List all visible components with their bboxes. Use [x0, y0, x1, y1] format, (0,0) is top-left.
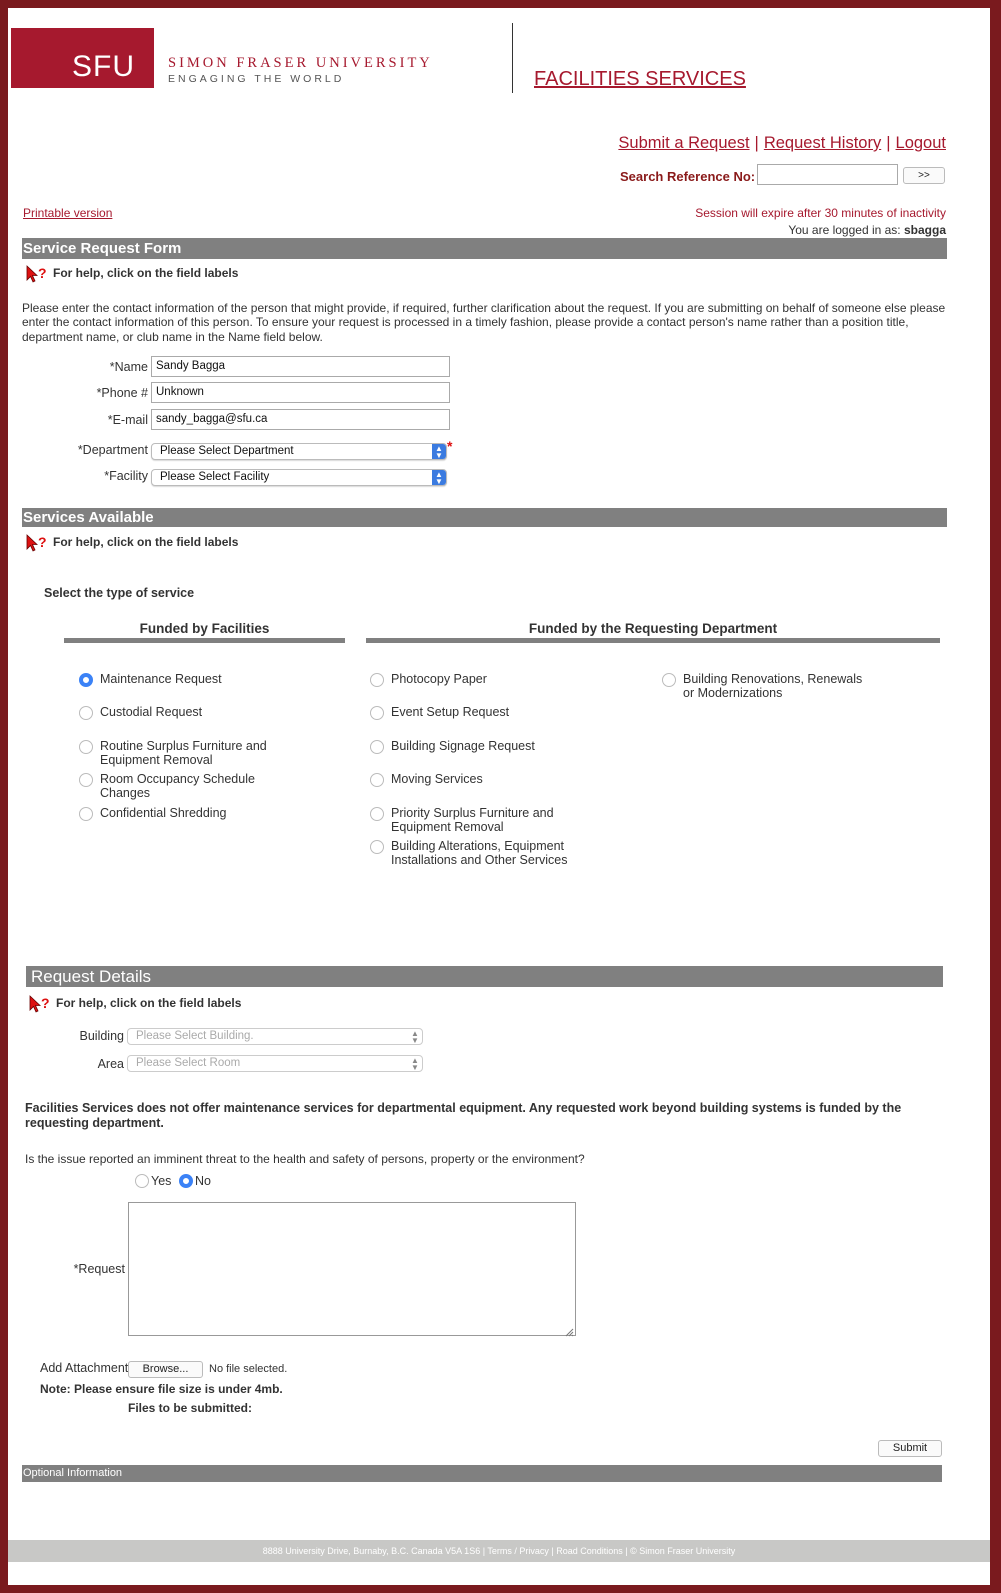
service-option-signage[interactable] [391, 739, 591, 753]
email-input[interactable]: sandy_bagga@sfu.ca [151, 409, 450, 430]
required-asterisk: * [447, 438, 453, 454]
help-cursor-icon [28, 994, 52, 1014]
radio-icon[interactable] [370, 740, 384, 754]
threat-no-option[interactable] [179, 1174, 211, 1188]
service-option-label: Event Setup Request [391, 705, 510, 719]
printable-version-link[interactable]: Printable version [23, 206, 113, 220]
help-text: For help, click on the field labels [56, 996, 242, 1011]
column-rule [64, 638, 345, 643]
service-option-label: Confidential Shredding [100, 806, 227, 820]
service-option-label: Moving Services [391, 772, 483, 786]
services-available-header: Services Available [22, 508, 947, 527]
session-expire-text: Session will expire after 30 minutes of inactivity [695, 206, 946, 220]
service-request-form-header: Service Request Form [22, 238, 947, 259]
service-option-custodial[interactable] [100, 705, 300, 719]
service-option-photocopy[interactable] [391, 672, 591, 686]
department-select-value: Please Select Department [160, 445, 294, 457]
add-attachment-label: Add Attachment [40, 1361, 129, 1375]
radio-selected-icon[interactable] [79, 673, 93, 687]
service-option-moving[interactable] [391, 772, 591, 786]
threat-yes-option[interactable] [135, 1174, 171, 1188]
service-option-label: Custodial Request [100, 705, 203, 719]
threat-question: Is the issue reported an imminent threat to the health and safety of persons, property or the environment? [25, 1152, 585, 1166]
logo-text: SFU [72, 50, 135, 83]
area-select[interactable] [127, 1055, 423, 1072]
service-option-label: Room Occupancy Schedule Changes [100, 772, 255, 800]
building-select[interactable] [127, 1028, 423, 1045]
search-go-button[interactable]: >> [903, 167, 945, 184]
svg-text:?: ? [38, 534, 47, 550]
phone-label[interactable]: *Phone # [96, 386, 148, 400]
area-label[interactable]: Area [97, 1057, 124, 1071]
maintenance-notice: Facilities Services does not offer maintenance services for departmental equipment. Any requested work beyond building systems is funded by the requesting department. [25, 1101, 902, 1130]
radio-icon[interactable] [135, 1174, 149, 1188]
service-option-label: Building Renovations, Renewals or Modernizations [683, 672, 863, 700]
name-label[interactable]: *Name [109, 360, 148, 374]
select-chevron-icon: ▲ ▼ [432, 470, 446, 485]
select-chevron-icon: ▲ ▼ [411, 1056, 419, 1072]
request-history-link[interactable]: Request History [763, 134, 882, 152]
department-select[interactable] [151, 443, 447, 460]
nav-separator: | [886, 134, 891, 152]
radio-icon[interactable] [79, 773, 93, 787]
service-option-routine-surplus[interactable] [100, 739, 285, 767]
service-option-label: Priority Surplus Furniture and Equipment Removal [391, 806, 554, 834]
radio-icon[interactable] [370, 840, 384, 854]
radio-selected-icon[interactable] [179, 1174, 193, 1188]
submit-request-link[interactable]: Submit a Request [618, 134, 750, 152]
select-type-label: Select the type of service [44, 586, 195, 600]
radio-icon[interactable] [79, 807, 93, 821]
no-file-text: No file selected. [209, 1363, 288, 1375]
radio-icon[interactable] [79, 740, 93, 754]
service-option-label: Maintenance Request [100, 672, 222, 686]
service-option-renovations[interactable] [683, 672, 868, 700]
service-option-label: Photocopy Paper [391, 672, 487, 686]
name-input[interactable]: Sandy Bagga [151, 356, 450, 377]
resize-grip-icon[interactable] [564, 1324, 574, 1334]
building-label[interactable]: Building [79, 1029, 124, 1043]
radio-icon[interactable] [79, 706, 93, 720]
radio-icon[interactable] [662, 673, 676, 687]
yes-label: Yes [151, 1174, 172, 1188]
nav-separator: | [754, 134, 759, 152]
help-line [25, 533, 238, 553]
service-option-event-setup[interactable] [391, 705, 591, 719]
header-divider [512, 23, 513, 93]
request-label[interactable]: *Request [73, 1262, 125, 1276]
submit-button[interactable]: Submit [878, 1440, 942, 1457]
page [8, 8, 990, 1585]
help-line [28, 994, 241, 1014]
department-label[interactable]: *Department [77, 443, 148, 457]
search-reference-input[interactable] [757, 164, 898, 185]
service-option-label: Routine Surplus Furniture and Equipment Removal [100, 739, 267, 767]
phone-input[interactable]: Unknown [151, 382, 450, 403]
building-select-value: Please Select Building. [136, 1030, 254, 1042]
service-option-label: Building Signage Request [391, 739, 535, 753]
form-intro: Please enter the contact information of the person that might provide, if required, further clarification about the request. If you are submitting on behalf of someone else please enter the contact information of this person. To ensure your request is processed in a timely fashion, please provide a contact person's name rather than a position title, department name, or club name in the Name field below. [22, 301, 946, 344]
funded-by-department-heading: Funded by the Requesting Department [528, 621, 778, 636]
radio-icon[interactable] [370, 706, 384, 720]
funded-by-facilities-heading: Funded by Facilities [139, 621, 270, 636]
service-option-room-occupancy[interactable] [100, 772, 285, 800]
facility-label[interactable]: *Facility [104, 469, 148, 483]
radio-icon[interactable] [370, 807, 384, 821]
radio-icon[interactable] [370, 673, 384, 687]
service-option-priority-surplus[interactable] [391, 806, 566, 834]
username: sbagga [903, 223, 946, 237]
help-text: For help, click on the field labels [53, 535, 239, 550]
top-nav [618, 134, 946, 153]
radio-icon[interactable] [370, 773, 384, 787]
request-textarea[interactable] [128, 1202, 576, 1336]
logged-in-prefix: You are logged in as: [788, 223, 901, 237]
optional-information-header[interactable]: Optional Information [22, 1465, 942, 1482]
area-select-value: Please Select Room [136, 1057, 241, 1069]
help-cursor-icon [25, 533, 49, 553]
svg-text:?: ? [41, 995, 50, 1011]
footer: 8888 University Drive, Burnaby, B.C. Canada V5A 1S6 | Terms / Privacy | Road Conditions | © Simon Fraser University [8, 1540, 990, 1562]
university-name: SIMON FRASER UNIVERSITY [168, 55, 433, 71]
files-to-submit-label: Files to be submitted: [128, 1401, 253, 1415]
service-option-maintenance[interactable] [100, 672, 300, 686]
logged-in-text [788, 223, 946, 237]
browse-button[interactable]: Browse... [128, 1361, 203, 1378]
svg-text:?: ? [38, 265, 47, 281]
service-option-shredding[interactable] [100, 806, 300, 820]
help-text: For help, click on the field labels [53, 266, 239, 281]
select-chevron-icon: ▲ ▼ [411, 1029, 419, 1045]
select-chevron-icon: ▲ ▼ [432, 444, 446, 459]
facilities-services-link[interactable]: FACILITIES SERVICES [534, 68, 746, 90]
university-tagline: ENGAGING THE WORLD [168, 73, 345, 85]
service-option-label: Building Alterations, Equipment Installations and Other Services [391, 839, 568, 867]
no-label: No [195, 1174, 211, 1188]
facility-select[interactable] [151, 469, 447, 486]
email-label[interactable]: *E-mail [107, 413, 148, 427]
request-details-header: Request Details [26, 966, 943, 987]
service-option-building-alterations[interactable] [391, 839, 571, 867]
logout-link[interactable]: Logout [895, 134, 946, 152]
help-cursor-icon [25, 264, 49, 284]
file-size-note: Note: Please ensure file size is under 4mb. [40, 1382, 283, 1396]
search-reference-label: Search Reference No: [620, 169, 756, 184]
help-line [25, 264, 238, 284]
facility-select-value: Please Select Facility [160, 471, 270, 483]
column-rule [366, 638, 940, 643]
